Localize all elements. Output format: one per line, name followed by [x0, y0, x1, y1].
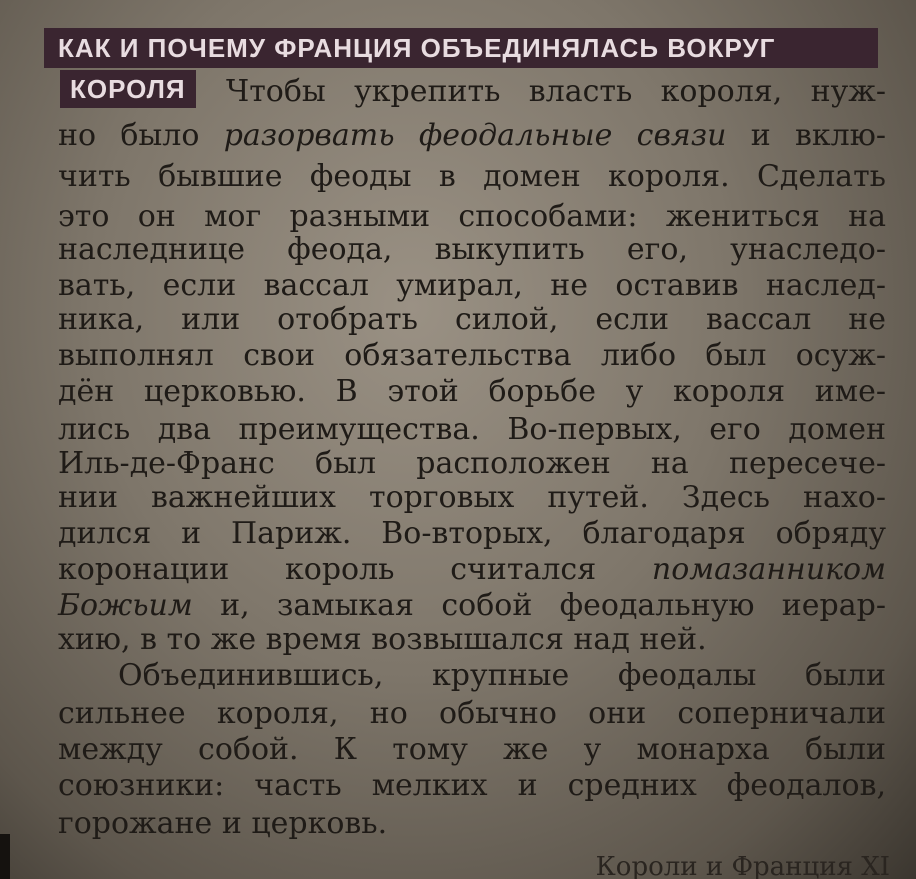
paragraph1-line: Иль-де-Франс был расположен на пересече- — [58, 446, 886, 481]
paragraph1-line: это он мог разными способами: жениться на — [58, 199, 886, 234]
paragraph2-line: горожане и церковь. — [58, 806, 388, 841]
paragraph2-line: сильнее короля, но обычно они соперничали — [58, 696, 886, 731]
page-edge-shadow — [0, 834, 10, 879]
paragraph2-line: Объединившись, крупные феодалы были — [118, 658, 886, 693]
paragraph1-line: выполнял свои обязательства либо был осуж- — [58, 338, 886, 373]
paragraph1-line: но было разорвать феодальные связи и вклю- — [58, 118, 886, 153]
paragraph1-line: Божьим и, замыкая собой феодальную иерар- — [58, 588, 886, 623]
italic-term: помазанником — [651, 552, 886, 587]
paragraph1-line: наследнице феода, выкупить его, унаследо- — [58, 232, 886, 267]
paragraph1-line: чить бывшие феоды в домен короля. Сделать — [58, 159, 886, 194]
section-heading-line1: КАК И ПОЧЕМУ ФРАНЦИЯ ОБЪЕДИНЯЛАСЬ ВОКРУГ — [44, 28, 878, 68]
paragraph1-line: нии важнейших торговых путей. Здесь нахо- — [58, 480, 886, 515]
section-heading-line2: КОРОЛЯ — [60, 70, 196, 108]
italic-term: разорвать феодальные связи — [223, 118, 727, 153]
paragraph1-line: хию, в то же время возвышался над ней. — [58, 622, 707, 657]
paragraph1-line: Чтобы укрепить власть короля, нуж- — [226, 74, 886, 109]
paragraph1-line: коронации король считался помазанником — [58, 552, 886, 587]
italic-term: Божьим — [58, 588, 193, 623]
paragraph1-line: вать, если вассал умирал, не оставив наслед- — [58, 268, 886, 303]
paragraph2-line: союзники: часть мелких и средних феодалов, — [58, 768, 886, 803]
running-footer: Короли и Франция XI — [595, 852, 890, 879]
paragraph1-line: дился и Париж. Во-вторых, благодаря обряду — [58, 516, 886, 551]
paragraph1-line: лись два преимущества. Во-первых, его домен — [58, 412, 886, 447]
paragraph2-line: между собой. К тому же у монарха были — [58, 732, 886, 767]
paragraph1-line: ника, или отобрать силой, если вассал не — [58, 302, 886, 337]
paragraph1-line: дён церковью. В этой борьбе у короля име- — [58, 374, 886, 409]
